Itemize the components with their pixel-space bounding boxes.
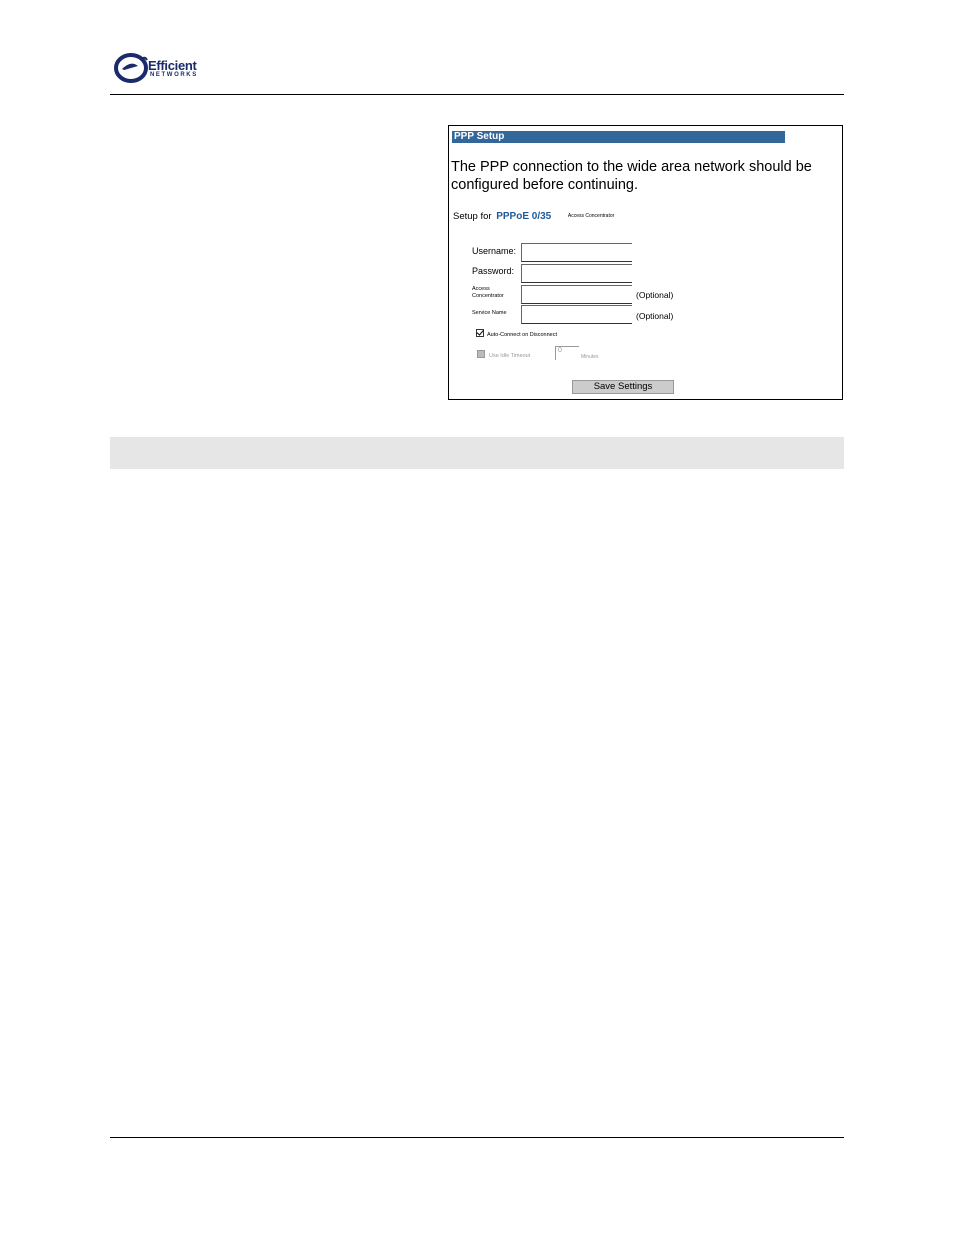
access-concentrator-label-line1: Access — [472, 286, 490, 292]
service-name-label: Service Name — [472, 310, 507, 316]
ppp-setup-message: The PPP connection to the wide area network should be configured before continuing. — [451, 159, 812, 193]
ppp-setup-screenshot — [448, 125, 843, 400]
access-concentrator-caption: Access Concentrator — [567, 213, 615, 220]
footer-rule — [110, 1137, 844, 1138]
setup-prefix: Setup for — [453, 211, 492, 222]
efficient-e-logo-icon — [114, 52, 148, 84]
logo-wordmark: Efficient — [148, 58, 197, 73]
username-input[interactable] — [521, 243, 632, 262]
username-label: Username: — [472, 246, 517, 256]
idle-timeout-checkbox[interactable] — [477, 350, 485, 358]
access-concentrator-optional: (Optional) — [636, 290, 674, 300]
efficient-networks-logo — [114, 52, 214, 84]
idle-timeout-unit: Minutes — [581, 354, 599, 360]
shaded-band — [110, 437, 844, 469]
header-rule — [110, 94, 844, 95]
auto-connect-checkbox[interactable] — [476, 329, 484, 337]
access-concentrator-label-line2: Concentrator — [472, 293, 504, 299]
connection-name: PPPoE 0/35 — [496, 211, 552, 222]
password-input[interactable] — [521, 264, 632, 283]
ppp-setup-title-bar: PPP Setup — [452, 131, 785, 143]
save-settings-button[interactable]: Save Settings — [572, 380, 674, 394]
service-name-input[interactable] — [521, 305, 632, 324]
idle-timeout-label: Use Idle Timeout — [489, 353, 531, 359]
service-name-optional: (Optional) — [636, 311, 674, 321]
setup-for-line — [453, 211, 614, 222]
idle-timeout-input[interactable]: 0 — [555, 346, 579, 360]
password-label: Password: — [472, 266, 515, 276]
access-concentrator-input[interactable] — [521, 285, 632, 304]
auto-connect-label: Auto-Connect on Disconnect — [487, 332, 558, 338]
logo-subtitle: NETWORKS — [150, 72, 198, 78]
